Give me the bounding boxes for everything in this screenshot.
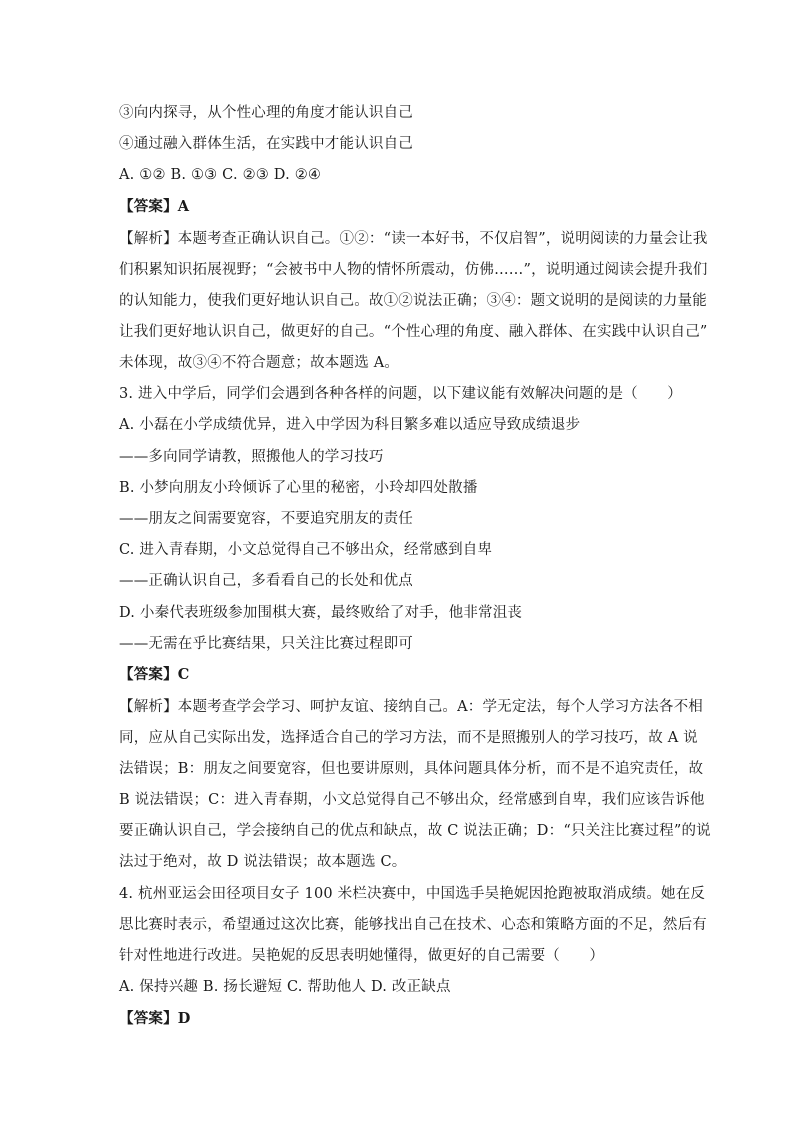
analysis-line: 要正确认识自己，学会接纳自己的优点和缺点，故 C 说法正确；D：“只关注比赛过程”的说 [119, 823, 711, 839]
option-b: B. 小梦向朋友小玲倾诉了心里的秘密，小玲却四处散播 [119, 480, 478, 496]
analysis-line: B 说法错误；C：进入青春期，小文总觉得自己不够出众，经常感到自卑，我们应该告诉他 [119, 792, 705, 808]
answer-line: 【答案】D [119, 1010, 191, 1027]
option-d: D. 小秦代表班级参加围棋大赛，最终败给了对手，他非常沮丧 [119, 605, 523, 621]
analysis-line: 们积累知识拓展视野；“会被书中人物的情怀所震动，仿佛……”，说明通过阅读会提升我们 [119, 262, 708, 278]
analysis-line: 让我们更好地认识自己，做更好的自己。“个性心理的角度、融入群体、在实践中认识自己” [119, 324, 708, 340]
option-b-advice: ——朋友之间需要宽容，不要追究朋友的责任 [119, 511, 413, 527]
analysis-line: 未体现，故③④不符合题意；故本题选 A。 [119, 355, 400, 371]
analysis-line: 法错误；B：朋友之间要宽容，但也要讲原则，具体问题具体分析，而不是不追究责任，故 [119, 761, 704, 777]
choices-line: A. 保持兴趣 B. 扬长避短 C. 帮助他人 D. 改正缺点 [119, 979, 451, 995]
analysis-line: 【解析】本题考查学会学习、呵护友谊、接纳自己。A：学无定法，每个人学习方法各不相 [119, 699, 703, 715]
option-c: C. 进入青春期，小文总觉得自己不够出众，经常感到自卑 [119, 542, 493, 558]
answer-line: 【答案】C [119, 666, 190, 683]
analysis-line: 法过于绝对，故 D 说法错误；故本题选 C。 [119, 854, 407, 870]
option-d-advice: ——无需在乎比赛结果，只关注比赛过程即可 [119, 636, 413, 652]
analysis-line: 的认知能力，使我们更好地认识自己。故①②说法正确；③④：题文说明的是阅读的力量能 [119, 293, 707, 309]
option-c-advice: ——正确认识自己，多看看自己的长处和优点 [119, 573, 413, 589]
option-3-text: ③向内探寻，从个性心理的角度才能认识自己 [119, 105, 413, 121]
question-4-stem: 针对性地进行改进。吴艳妮的反思表明她懂得，做更好的自己需要（ ） [119, 948, 605, 964]
answer-line: 【答案】A [119, 198, 190, 215]
question-3-stem: 3. 进入中学后，同学们会遇到各种各样的问题，以下建议能有效解决问题的是（ ） [119, 386, 682, 402]
option-a-advice: ——多向同学请教，照搬他人的学习技巧 [119, 449, 384, 465]
analysis-line: 同，应从自己实际出发，选择适合自己的学习方法，而不是照搬别人的学习技巧，故 A 说 [119, 730, 698, 746]
option-a: A. 小磊在小学成绩优异，进入中学因为科目繁多难以适应导致成绩退步 [119, 417, 581, 433]
question-4-stem: 思比赛时表示，希望通过这次比赛，能够找出自己在技术、心态和策略方面的不足，然后有 [119, 917, 707, 933]
analysis-line: 【解析】本题考查正确认识自己。①②：“读一本好书，不仅启智”，说明阅读的力量会让我 [119, 231, 708, 247]
choices-line: A. ①② B. ①③ C. ②③ D. ②④ [119, 167, 322, 183]
question-4-stem: 4. 杭州亚运会田径项目女子 100 米栏决赛中，中国选手吴艳妮因抢跑被取消成绩。她在反 [119, 886, 706, 902]
option-4-text: ④通过融入群体生活，在实践中才能认识自己 [119, 136, 413, 152]
